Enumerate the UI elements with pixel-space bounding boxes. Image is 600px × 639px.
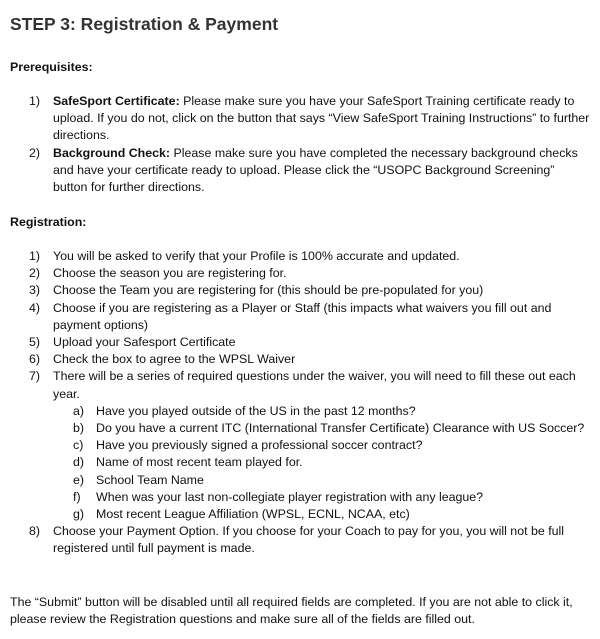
- list-item: 8) Choose your Payment Option. If you choose for your Coach to pay for you, you will not be full registered until full payment is made.: [29, 524, 565, 556]
- list-item: 1) You will be asked to verify that your Profile is 100% accurate and updated.: [29, 249, 460, 263]
- registration-list: [0, 248, 590, 558]
- item-label: Background Check:: [53, 145, 171, 160]
- sub-list-item: b) Do you have a current ITC (International Transfer Certificate) Clearance with US Soccer?: [73, 421, 585, 436]
- sub-list-item: a) Have you played outside of the US in the past 12 months?: [73, 403, 416, 418]
- list-item: 2) Choose the season you are registering for.: [29, 266, 287, 281]
- list-item: 6) Check the box to agree to the WPSL Waiver: [29, 352, 296, 367]
- list-item: 3) Choose the Team you are registering for (this should be pre-populated for you): [29, 283, 484, 298]
- sub-list-item: c) Have you previously signed a professional soccer contract?: [73, 438, 423, 453]
- footer-note: The “Submit” button will be disabled until all required fields are completed. If you are not able to click it, please review the Registration questions and make sure all of the fields are filled out.: [10, 595, 573, 627]
- sub-list-item: e) School Team Name: [73, 472, 204, 487]
- list-item: 5) Upload your Safesport Certificate: [29, 335, 236, 350]
- registration-heading: Registration:: [10, 215, 87, 229]
- item-label: SafeSport Certificate:: [53, 94, 180, 108]
- list-item: 7) There will be a series of required questions under the waiver, you will need to fill these out each year.: [29, 369, 576, 401]
- prerequisites-list: [0, 93, 590, 196]
- list-item: 1) SafeSport Certificate: Please make sure you have your SafeSport Training certificate ready to upload. If you do not, click on the button that says “View SafeSport Training Instructions” to further directions.: [29, 94, 590, 143]
- list-item: 4) Choose if you are registering as a Player or Staff (this impacts what waivers you fill out and payment options): [29, 300, 552, 332]
- prerequisites-heading: Prerequisites:: [10, 60, 93, 74]
- sub-list-item: g) Most recent League Affiliation (WPSL, ECNL, NCAA, etc): [73, 507, 410, 522]
- sub-list-item: f) When was your last non-collegiate player registration with any league?: [73, 489, 484, 504]
- list-item: 2) Background Check: Please make sure you have completed the necessary background checks and have your certificate ready to upload. Please click the “USOPC Background Screening” button for further directions.: [29, 145, 578, 195]
- sub-list-item: d) Name of most recent team played for.: [73, 455, 303, 470]
- page-title: STEP 3: Registration & Payment: [10, 14, 279, 34]
